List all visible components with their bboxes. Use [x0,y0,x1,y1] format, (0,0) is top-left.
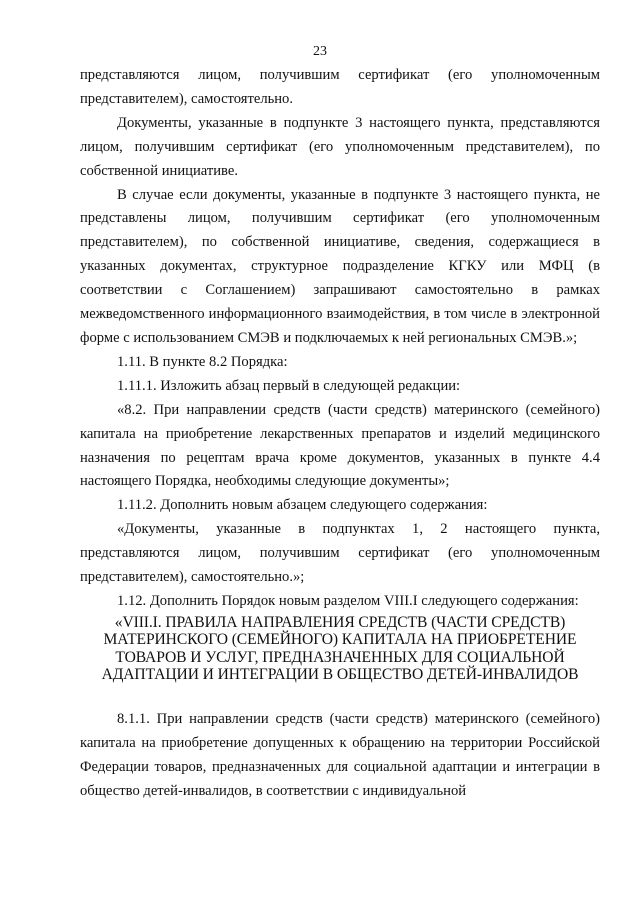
paragraph-item-1-11: 1.11. В пункте 8.2 Порядка: [117,353,288,370]
paragraph-item-8-2-text: «8.2. При направлении средств (части средств) материнского (семейного) капитала на приобретение лекарственных препаратов и изделий медицинского назначения по рецептам врача кроме документов, указанных в пункте 4.4 настоящего Порядка, необходимы следующие документы»; [80,401,600,490]
section-heading: «VIII.I. ПРАВИЛА НАПРАВЛЕНИЯ СРЕДСТВ (ЧАСТИ СРЕДСТВ) МАТЕРИНСКОГО (СЕМЕЙНОГО) КАПИТАЛА НА ПРИОБРЕТЕНИЕ ТОВАРОВ И УСЛУГ, ПРЕДНАЗНАЧЕННЫХ ДЛЯ СОЦИАЛЬНОЙ АДАПТАЦИИ И ИНТЕГРАЦИИ В ОБЩЕСТВО ДЕТЕЙ-ИНВАЛИДОВ [101,613,579,684]
document-body [80,64,600,803]
page-number: 23 [313,44,327,59]
paragraph-item-8-1-1: 8.1.1. При направлении средств (части средств) материнского (семейного) капитала на приобретение допущенных к обращению на территории Российской Федерации товаров, предназначенных для социальной адаптации и интеграции в общество детей-инвалидов, в соответствии с индивидуальной [80,710,600,799]
paragraph-item-1-11-1: 1.11.1. Изложить абзац первый в следующей редакции: [117,377,461,394]
section-spacer [80,684,600,708]
paragraph-documents-subitem-3: Документы, указанные в подпункте 3 настоящего пункта, представляются лицом, получившим сертификат (его уполномоченным представителем), по собственной инициативе. [80,114,600,179]
paragraph-continuation: представляются лицом, получившим сертификат (его уполномоченным представителем), самостоятельно. [80,67,600,107]
paragraph-new-abstract: «Документы, указанные в подпунктах 1, 2 настоящего пункта, представляются лицом, получившим сертификат (его уполномоченным представителем), самостоятельно.»; [80,521,600,586]
paragraph-interdepartmental-request: В случае если документы, указанные в подпункте 3 настоящего пункта, не представлены лицом, получившим сертификат (его уполномоченным представителем), по собственной инициативе, сведения, содержащиеся в указанных документах, структурное подразделение КГКУ или МФЦ (в соответствии с Соглашением) запрашивают самостоятельно в рамках межведомственного информационного взаимодействия, в том числе в электронной форме с использованием СМЭВ и подключаемых к ней региональных СМЭВ.»; [80,186,600,346]
paragraph-item-1-11-2: 1.11.2. Дополнить новым абзацем следующего содержания: [117,497,488,514]
paragraph-item-1-12: 1.12. Дополнить Порядок новым разделом VIII.I следующего содержания: [117,592,579,609]
